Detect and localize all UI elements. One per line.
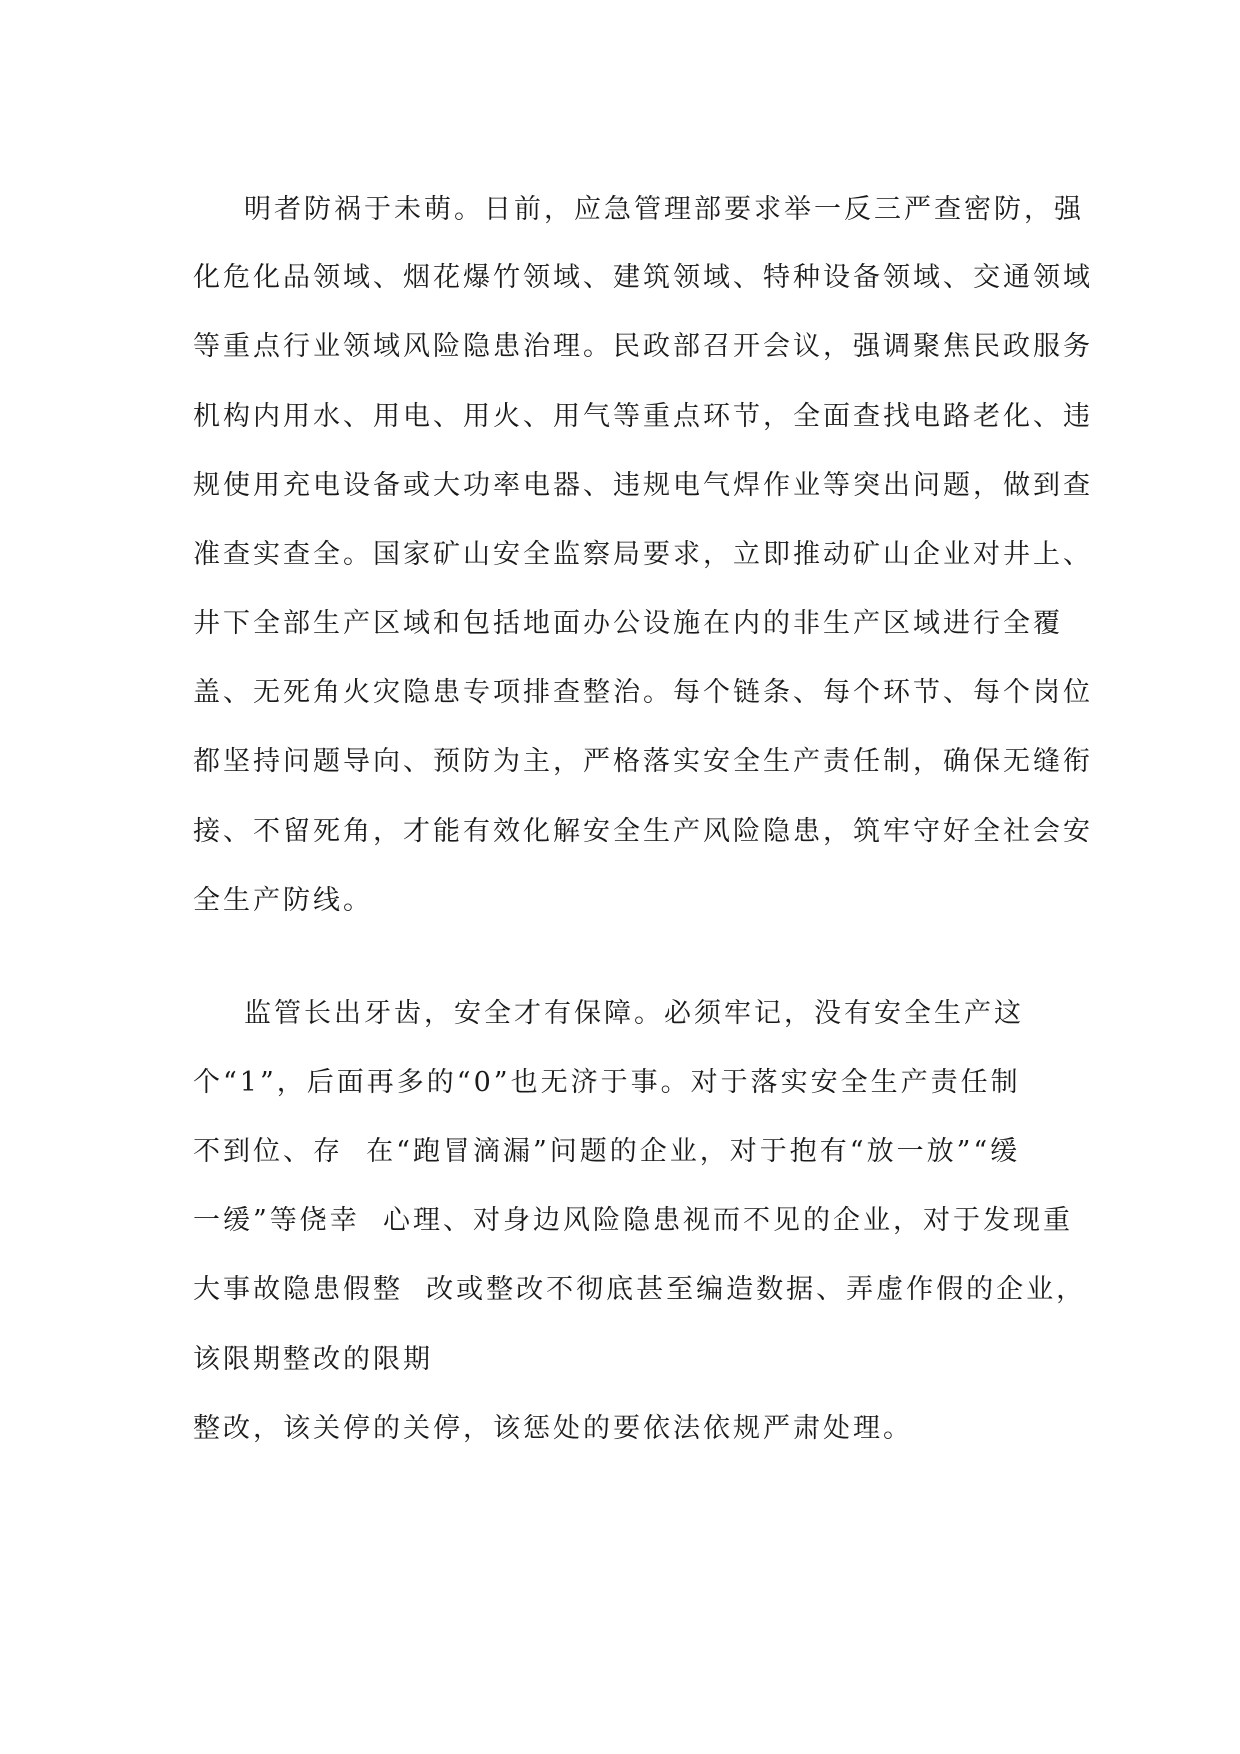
paragraph-line: 机构内用水、用电、用火、用气等重点环节，全面查找电路老化、违 (193, 401, 1093, 432)
paragraph-line: 化危化品领域、烟花爆竹领域、建筑领域、特种设备领域、交通领域 (193, 262, 1093, 293)
paragraph-line: 准查实查全。国家矿山安全监察局要求，立即推动矿山企业对井上、 (193, 539, 1093, 570)
paragraph-line: 井下全部生产区域和包括地面办公设施在内的非生产区域进行全覆 (193, 608, 1063, 639)
paragraph-line: 都坚持问题导向、预防为主，严格落实安全生产责任制，确保无缝衔 (193, 746, 1093, 777)
paragraph-line: 一缓”等侥幸 心理、对身边风险隐患视而不见的企业，对于发现重 (193, 1205, 1073, 1236)
paragraph-line: 接、不留死角，才能有效化解安全生产风险隐患，筑牢守好全社会安 (193, 816, 1093, 847)
paragraph-line: 整改，该关停的关停，该惩处的要依法依规严肃处理。 (193, 1413, 913, 1444)
paragraph-line: 盖、无死角火灾隐患专项排查整治。每个链条、每个环节、每个岗位 (193, 677, 1093, 708)
paragraph-line: 该限期整改的限期 (193, 1344, 433, 1375)
paragraph-line: 等重点行业领域风险隐患治理。民政部召开会议，强调聚焦民政服务 (193, 331, 1093, 362)
paragraph-line: 监管长出牙齿，安全才有保障。必须牢记，没有安全生产这 (244, 998, 1024, 1029)
paragraph-line: 规使用充电设备或大功率电器、违规电气焊作业等突出问题，做到查 (193, 470, 1093, 501)
paragraph-line: 明者防祸于未萌。日前，应急管理部要求举一反三严查密防，强 (244, 194, 1084, 225)
paragraph-line: 不到位、存 在“跑冒滴漏”问题的企业，对于抱有“放一放”“缓 (193, 1136, 1021, 1167)
paragraph-line: 大事故隐患假整 改或整改不彻底甚至编造数据、弄虚作假的企业， (193, 1274, 1087, 1305)
paragraph-line: 全生产防线。 (193, 885, 373, 916)
paragraph-line: 个“1”，后面再多的“0”也无济于事。对于落实安全生产责任制 (193, 1067, 1021, 1098)
